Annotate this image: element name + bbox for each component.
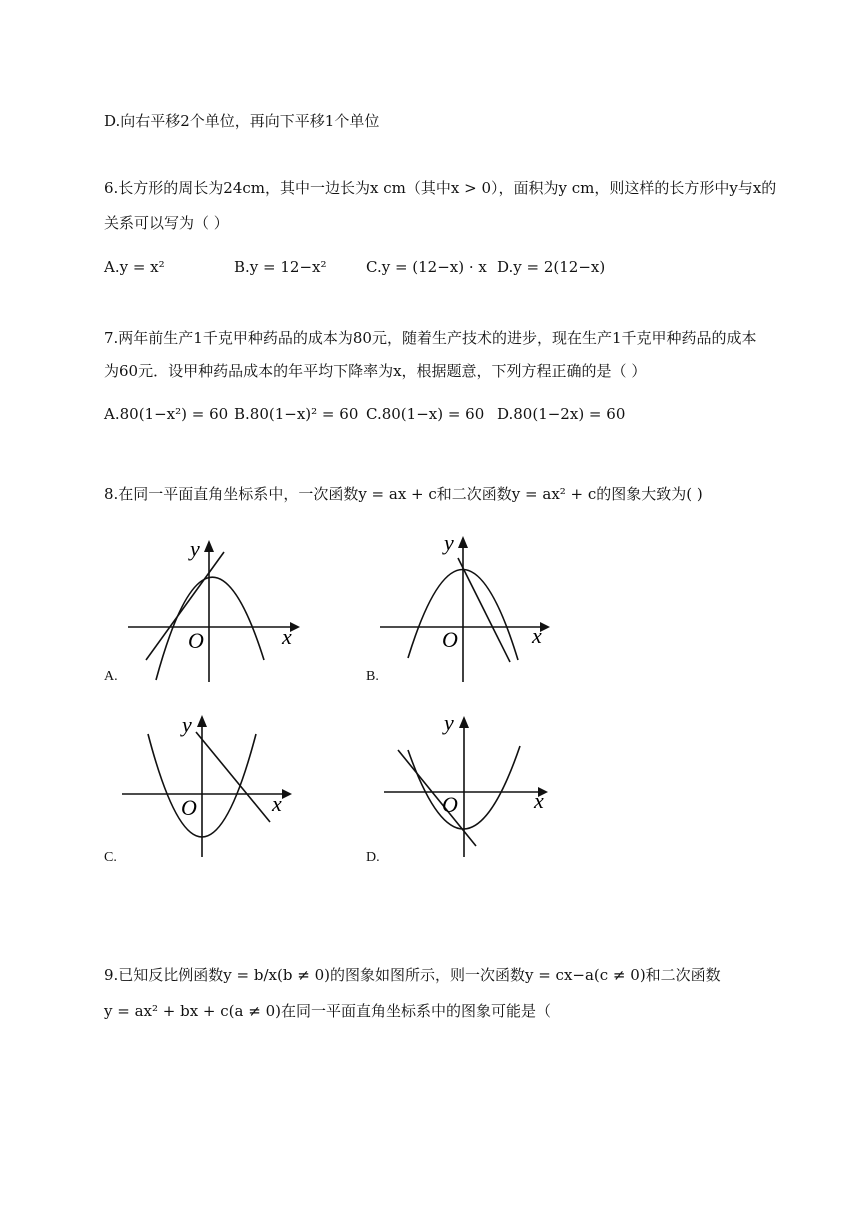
y-label: y <box>444 710 454 735</box>
q8-graph-c[interactable] <box>118 710 298 860</box>
y-label: y <box>444 530 454 555</box>
parabola <box>156 577 264 680</box>
q8-graph-a[interactable] <box>120 530 300 685</box>
y-axis-arrow <box>197 715 207 727</box>
origin-label: O <box>442 627 458 652</box>
q6-stem-line2: 关系可以写为（ ） <box>104 214 229 232</box>
q8-label-b: B. <box>366 669 379 684</box>
q5-option-d: D.向右平移2个单位，再向下平移1个单位 <box>104 112 380 130</box>
q9-stem-line2: y = ax² + bx + c(a ≠ 0)在同一平面直角坐标系中的图象可能是（ <box>104 1002 551 1020</box>
q7-option-a[interactable]: A.80(1−x²) = 60 <box>104 405 229 423</box>
q9-stem-line1: 9.已知反比例函数y = b/x(b ≠ 0)的图象如图所示，则一次函数y = cx−a(c ≠ 0)和二次函数 <box>104 966 721 984</box>
q8-stem: 8.在同一平面直角坐标系中，一次函数y = ax + c和二次函数y = ax² + c的图象大致为( ) <box>104 485 703 503</box>
q8-label-c: C. <box>104 850 117 865</box>
y-label: y <box>190 536 200 561</box>
q6-option-a[interactable]: A.y = x² <box>104 258 165 276</box>
origin-label: O <box>442 792 458 817</box>
q6-stem-line1: 6.长方形的周长为24cm，其中一边长为x cm（其中x > 0），面积为y cm，则这样的长方形中y与x的 <box>104 179 777 197</box>
q8-graph-b[interactable] <box>372 530 552 685</box>
q7-option-b[interactable]: B.80(1−x)² = 60 <box>234 405 359 423</box>
q7-option-d[interactable]: D.80(1−2x) = 60 <box>497 405 626 423</box>
q6-option-c[interactable]: C.y = (12−x) · x <box>366 258 487 276</box>
line <box>196 732 270 822</box>
origin-label: O <box>188 628 204 653</box>
x-label: x <box>534 788 544 813</box>
q8-graph-d[interactable] <box>378 710 558 860</box>
x-label: x <box>282 624 292 649</box>
y-axis-arrow <box>204 540 214 552</box>
y-axis-arrow <box>459 716 469 728</box>
y-axis-arrow <box>458 536 468 548</box>
q8-label-a: A. <box>104 669 118 684</box>
origin-label: O <box>181 795 197 820</box>
q8-label-d: D. <box>366 850 380 865</box>
q6-option-d[interactable]: D.y = 2(12−x) <box>497 258 606 276</box>
x-axis-arrow <box>282 789 292 799</box>
q7-stem-line2: 为60元．设甲种药品成本的年平均下降率为x，根据题意，下列方程正确的是（ ） <box>104 362 647 380</box>
q6-option-b[interactable]: B.y = 12−x² <box>234 258 327 276</box>
line <box>458 558 510 662</box>
q7-stem-line1: 7.两年前生产1千克甲种药品的成本为80元，随着生产技术的进步，现在生产1千克甲种药品的成本 <box>104 329 757 347</box>
y-label: y <box>182 712 192 737</box>
x-label: x <box>272 791 282 816</box>
line <box>146 552 224 660</box>
q7-option-c[interactable]: C.80(1−x) = 60 <box>366 405 485 423</box>
x-label: x <box>532 623 542 648</box>
